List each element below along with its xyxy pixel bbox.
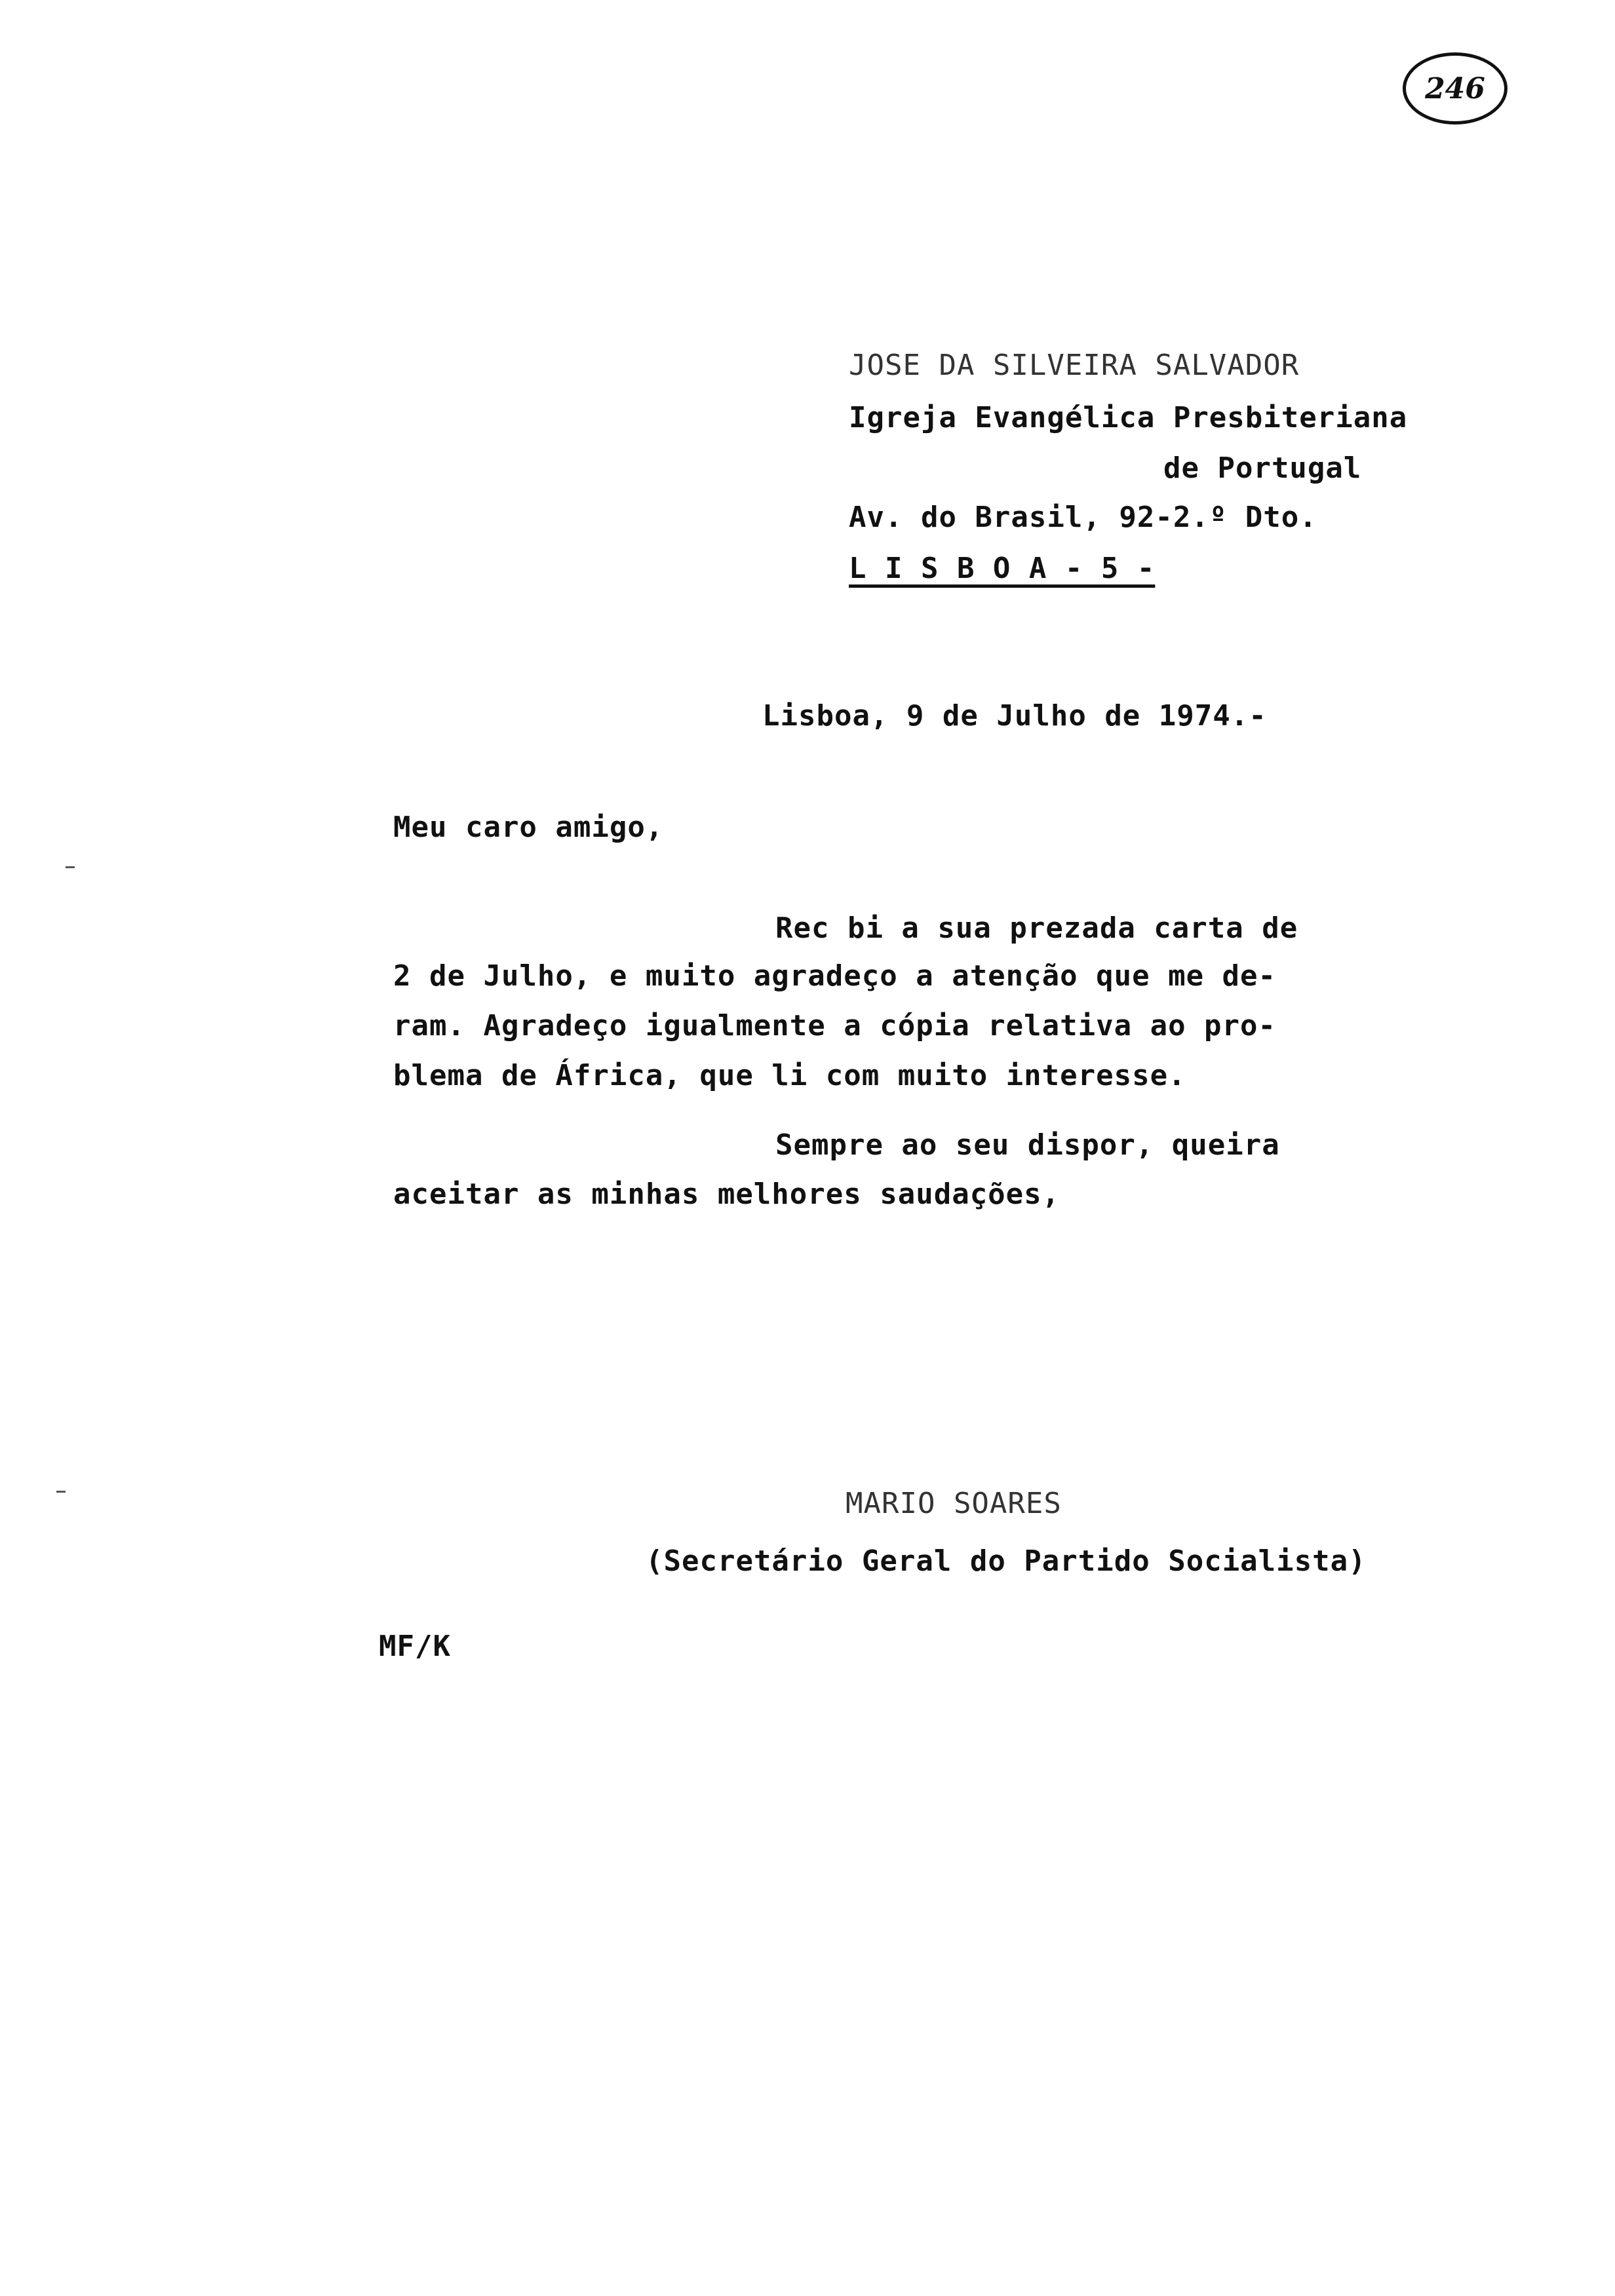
signature-title: (Secretário Geral do Partido Socialista): [646, 1544, 1367, 1578]
signature-name: MARIO SOARES: [846, 1487, 1062, 1520]
recipient-org-line2: de Portugal: [1163, 451, 1362, 485]
margin-mark: [56, 1491, 66, 1493]
body-line: Sempre ao seu dispor, queira: [775, 1128, 1280, 1162]
recipient-city: L I S B O A - 5 -: [849, 552, 1156, 585]
margin-mark: [66, 866, 75, 868]
body-line: ram. Agradeço igualmente a cópia relativa ao pro-: [393, 1009, 1277, 1043]
recipient-org-line1: Igreja Evangélica Presbiteriana: [849, 401, 1408, 434]
folio-number: 246: [1403, 52, 1508, 124]
recipient-address: Av. do Brasil, 92-2.º Dto.: [849, 501, 1317, 534]
body-line: blema de África, que li com muito interesse.: [393, 1059, 1186, 1092]
recipient-name: JOSE DA SILVEIRA SALVADOR: [849, 349, 1300, 382]
salutation: Meu caro amigo,: [393, 811, 664, 844]
body-line: aceitar as minhas melhores saudações,: [393, 1177, 1060, 1211]
date-line: Lisboa, 9 de Julho de 1974.-: [762, 699, 1267, 733]
reference-initials: MF/K: [379, 1630, 451, 1663]
body-line: Rec bi a sua prezada carta de: [775, 911, 1298, 945]
body-line: 2 de Julho, e muito agradeço a atenção que me de-: [393, 959, 1277, 993]
